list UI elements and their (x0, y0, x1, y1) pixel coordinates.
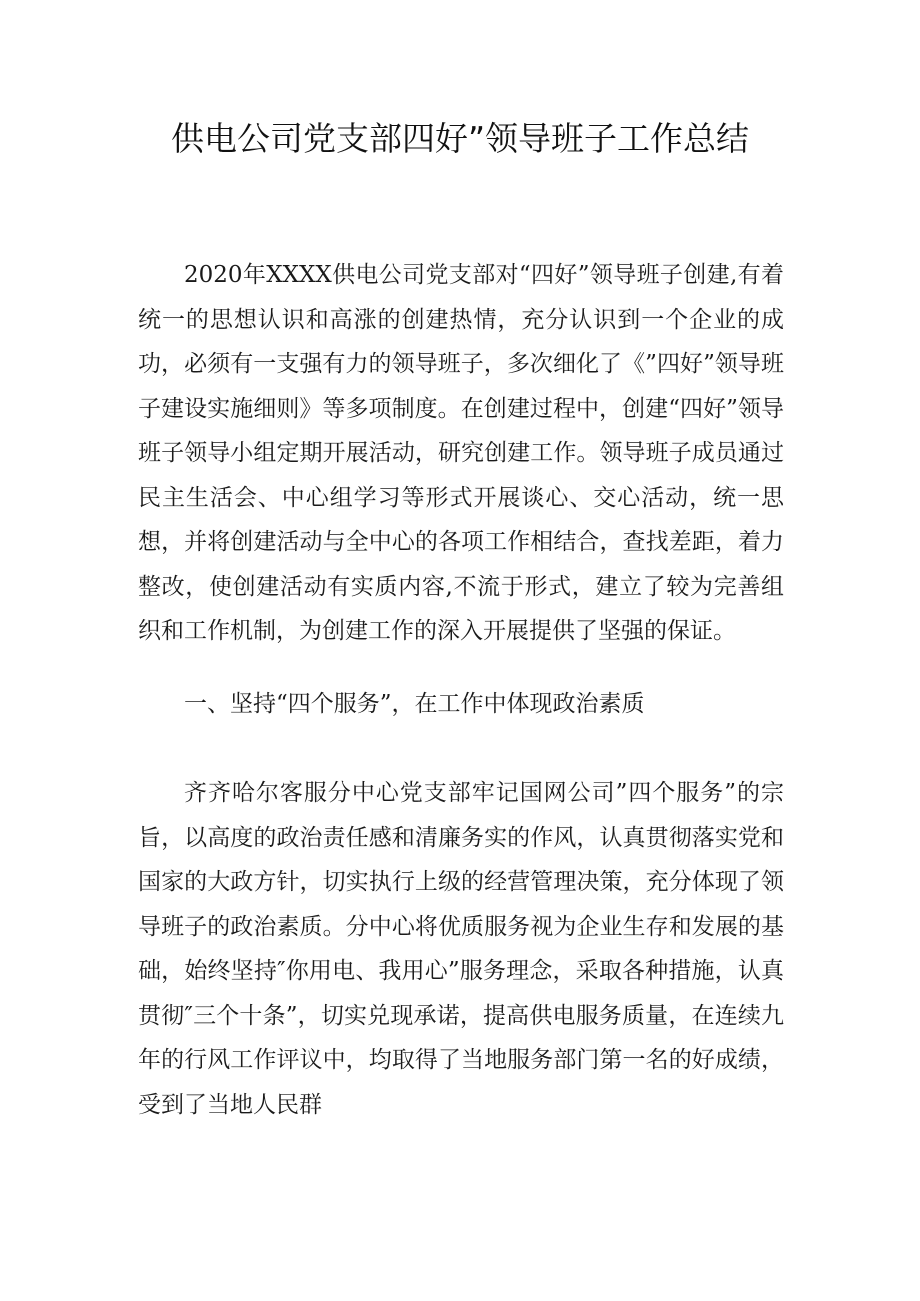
document-title: 供电公司党支部四好”领导班子工作总结 (170, 119, 750, 158)
intro-paragraph: 2020年XXXX供电公司党支部对“四好”领导班子创建,有着统一的思想认识和高涨的创建热情，充分认识到一个企业的成功，必须有一支强有力的领导班子，多次细化了《”四好”领导班子建设实施细则》等多项制度。在创建过程中，创建“四好”领导班子领导小组定期开展活动，研究创建工作。领导班子成员通过民主生活会、中心组学习等形式开展谈心、交心活动，统一思想，并将创建活动与全中心的各项工作相结合，查找差距，着力整改，使创建活动有实质内容,不流于形式，建立了较为完善组织和工作机制，为创建工作的深入开展提供了坚强的保证。 (138, 262, 784, 644)
section-heading: 一、坚持“四个服务”，在工作中体现政治素质 (184, 691, 645, 717)
body-paragraph: 齐齐哈尔客服分中心党支部牢记国网公司”四个服务”的宗旨，以高度的政治责任感和清廉务实的作风，认真贯彻落实党和国家的大政方针，切实执行上级的经营管理决策，充分体现了领导班子的政治素质。分中心将优质服务视为企业生存和发展的基础，始终坚持″你用电、我用心”服务理念，采取各种措施，认真贯彻″三个十条”，切实兑现承诺，提高供电服务质量，在连续九年的行风工作评议中，均取得了当地服务部门第一名的好成绩，受到了当地人民群 (138, 780, 784, 1118)
